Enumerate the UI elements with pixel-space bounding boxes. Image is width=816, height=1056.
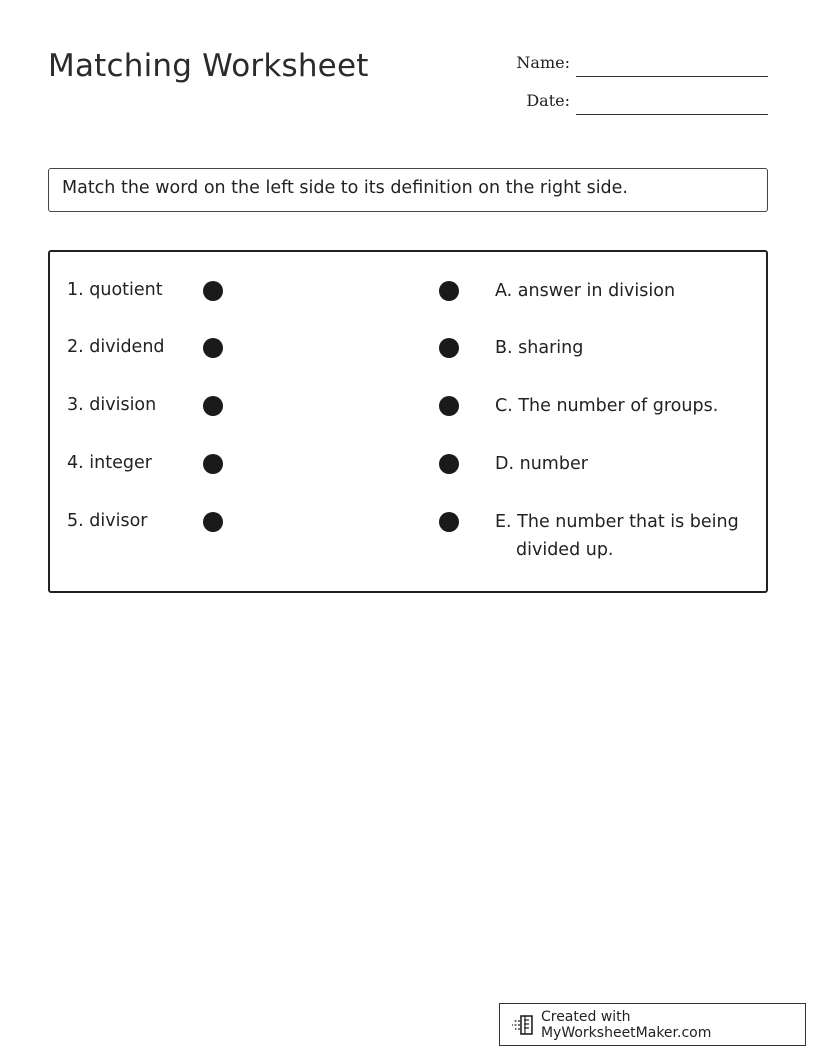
definition-dot[interactable] — [439, 281, 459, 301]
instructions-box: Match the word on the left side to its definition on the right side. — [48, 168, 768, 212]
definition-item: B. sharing — [495, 338, 584, 358]
name-line — [576, 76, 768, 77]
definition-dot[interactable] — [439, 396, 459, 416]
name-label: Name: — [516, 53, 570, 72]
definition-dot[interactable] — [439, 512, 459, 532]
definition-item: D. number — [495, 454, 588, 474]
footer-credit[interactable] — [499, 1003, 806, 1046]
term-item: 3. division — [67, 395, 157, 415]
term-dot[interactable] — [203, 338, 223, 358]
term-dot[interactable] — [203, 396, 223, 416]
term-dot[interactable] — [203, 512, 223, 532]
date-line — [576, 114, 768, 115]
term-dot[interactable] — [203, 454, 223, 474]
definition-item: A. answer in division — [495, 281, 676, 301]
matching-box — [48, 250, 768, 593]
definition-item: E. The number that is being divided up. — [495, 512, 739, 560]
page-title: Matching Worksheet — [48, 48, 369, 84]
name-field — [480, 48, 768, 80]
term-item: 2. dividend — [67, 337, 165, 357]
worksheet-maker-logo-icon — [510, 1013, 536, 1037]
term-dot[interactable] — [203, 281, 223, 301]
definition-dot[interactable] — [439, 454, 459, 474]
footer-text: Created with MyWorksheetMaker.com — [540, 1008, 712, 1041]
term-item: 1. quotient — [67, 280, 163, 300]
term-item: 4. integer — [67, 453, 152, 473]
date-field — [480, 86, 768, 118]
date-label: Date: — [526, 91, 570, 110]
definition-item: C. The number of groups. — [495, 396, 719, 416]
term-item: 5. divisor — [67, 511, 148, 531]
definition-dot[interactable] — [439, 338, 459, 358]
